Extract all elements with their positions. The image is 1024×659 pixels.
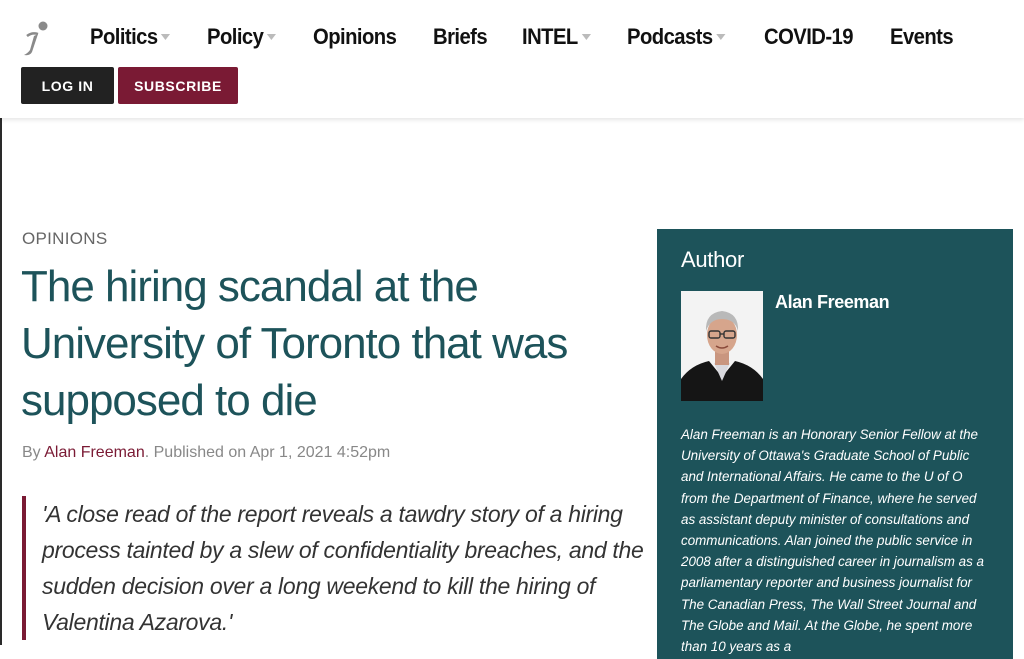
nav-events[interactable]: [890, 24, 953, 50]
chevron-down-icon: [161, 34, 170, 40]
nav-label: Politics: [90, 24, 158, 49]
nav-covid19[interactable]: [764, 24, 853, 50]
nav-label: INTEL: [521, 24, 578, 49]
chevron-down-icon: [581, 34, 590, 40]
article-title: The hiring scandal at the University of Toronto that was supposed to die: [21, 262, 568, 425]
author-link[interactable]: Alan Freeman: [44, 444, 145, 461]
ipolitics-logo-icon[interactable]: [18, 20, 52, 58]
subscribe-button[interactable]: SUBSCRIBE: [118, 67, 238, 104]
main-nav: [90, 24, 989, 50]
nav-label: Opinions: [312, 24, 396, 49]
nav-politics[interactable]: [90, 24, 170, 50]
nav-opinions[interactable]: [313, 24, 396, 50]
nav-label: Podcasts: [626, 24, 713, 49]
pull-quote: [22, 496, 652, 640]
nav-label: Briefs: [433, 24, 488, 49]
article-category[interactable]: OPINIONS: [22, 229, 108, 248]
author-box-heading: Author: [681, 247, 745, 272]
site-header: [0, 0, 1024, 118]
author-bio: Alan Freeman is an Honorary Senior Fellow at the University of Ottawa's Graduate School of Public and International Affairs. He came to the U of O from the Department of Finance, where he served as assistant deputy minister of consultations and communications. Alan joined the public service in 2008 after a distinguished career in journalism as a parliamentary reporter and business journalist for The Canadian Press, The Wall Street Journal and The Globe and Mail. At the Globe, he spent more than 10 years as a: [681, 427, 984, 655]
author-name[interactable]: Alan Freeman: [775, 292, 890, 312]
published-date: . Published on Apr 1, 2021 4:52pm: [144, 444, 391, 461]
nav-policy[interactable]: [207, 24, 276, 50]
author-box: [657, 229, 1013, 659]
nav-label: Policy: [207, 24, 264, 49]
window-edge: [0, 118, 2, 645]
login-button[interactable]: LOG IN: [21, 67, 114, 104]
chevron-down-icon: [716, 34, 725, 40]
nav-intel[interactable]: [522, 24, 591, 50]
pull-quote-text: 'A close read of the report reveals a tawdry story of a hiring process tainted by a slew of confidentiality breaches, and the sudden decision over a long weekend to kill the hiring of Valentina Azarova.': [42, 501, 644, 635]
nav-label: Events: [890, 24, 954, 49]
nav-label: COVID-19: [763, 24, 853, 49]
chevron-down-icon: [267, 34, 276, 40]
byline-prefix: By: [22, 444, 45, 461]
byline: [22, 444, 390, 462]
nav-podcasts[interactable]: [627, 24, 725, 50]
nav-briefs[interactable]: [433, 24, 487, 50]
author-photo[interactable]: [681, 291, 763, 401]
